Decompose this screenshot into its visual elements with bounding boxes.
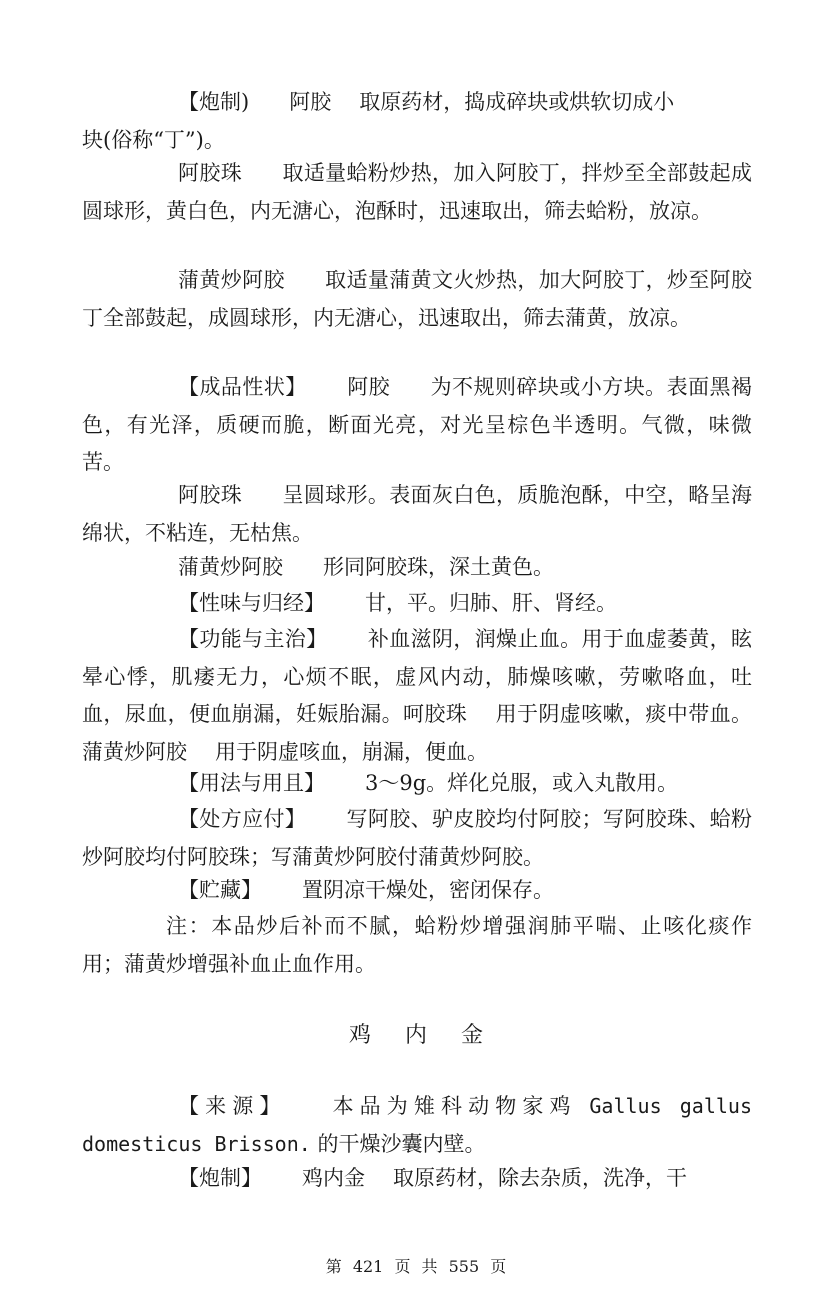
page-footer: 第 421 页 共 555 页 <box>325 1257 507 1276</box>
term-ejiaozhu: 阿胶珠 <box>178 161 243 185</box>
processing-paragraph <box>82 84 752 159</box>
taste-meridian-paragraph <box>82 585 752 623</box>
processing-text-2: 块(俗称“丁”)。 <box>82 127 225 152</box>
term-puhuang-traits: 蒲黄炒阿胶 <box>178 555 283 579</box>
source-heading: 【来源】 <box>178 1094 287 1118</box>
section-title: 鸡内金 <box>348 1023 517 1048</box>
processing-text-1: 取原药材，捣成碎块或烘软切成小 <box>359 90 675 114</box>
ejiaozhu-traits-paragraph <box>82 477 752 552</box>
term-ejiao-traits: 阿胶 <box>346 375 391 399</box>
source-paragraph <box>82 1088 752 1163</box>
function-indication-text-b: 用于阴虚咳嗽，痰中带血。蒲黄炒阿胶 <box>82 702 753 764</box>
note-label: 注： <box>166 914 212 938</box>
prescription-text: 写阿胶、驴皮胶均付阿胶；写阿胶珠、蛤粉炒阿胶均付阿胶珠；写蒲黄炒阿胶付蒲黄炒阿胶。 <box>82 807 753 869</box>
ejiaozhu-processing-paragraph <box>82 155 752 230</box>
product-traits-heading: 【成品性状】 <box>178 375 307 399</box>
term-ejiaozhu-traits: 阿胶珠 <box>178 483 243 507</box>
function-indication-paragraph <box>82 621 752 771</box>
usage-dosage-text: 3～9g。烊化兑服，或入丸散用。 <box>365 771 679 795</box>
puhuang-processing-text: 取适量蒲黄文火炒热，加大阿胶丁，炒至阿胶丁全部鼓起，成圆球形，内无溏心，迅速取出，筛去蒲黄，放凉。 <box>82 268 753 330</box>
jineijin-processing-text: 取原药材，除去杂质，洗净，干 <box>393 1166 687 1190</box>
processing-heading: 【炮制) <box>178 90 250 114</box>
source-text: 本品为雉科动物家鸡 <box>326 1094 577 1118</box>
ejiaozhu-processing-text: 取适量蛤粉炒热，加入阿胶丁，拌炒至全部鼓起成圆球形，黄白色，内无溏心，泡酥时，迅速取出，筛去蛤粉，放凉。 <box>82 161 753 223</box>
function-indication-text-a: 补血滋阴，润燥止血。用于血虚萎黄，眩晕心悸，肌痿无力，心烦不眠，虚风内动，肺燥咳嗽，劳嗽咯血，吐血，尿血，便血崩漏，妊娠胎漏。呵胶珠 <box>82 627 753 726</box>
prescription-paragraph <box>82 801 752 876</box>
function-indication-text-c: 用于阴虚咳血，崩漏，便血。 <box>215 739 488 764</box>
taste-meridian-heading: 【性味与归经】 <box>178 591 325 615</box>
storage-heading: 【贮藏】 <box>178 878 262 902</box>
storage-paragraph <box>82 872 752 910</box>
jineijin-processing-paragraph <box>82 1160 752 1198</box>
note-paragraph <box>82 908 752 983</box>
puhuang-traits-text: 形同阿胶珠，深土黄色。 <box>323 555 554 579</box>
taste-meridian-text: 甘，平。归肺、肝、肾经。 <box>365 591 617 615</box>
ejiaozhu-traits-text: 呈圆球形。表面灰白色，质脆泡酥，中空，略呈海绵状，不粘连，无枯焦。 <box>82 483 753 545</box>
usage-dosage-paragraph <box>82 765 752 803</box>
term-ejiao: 阿胶 <box>289 90 332 114</box>
product-traits-text: 为不规则碎块或小方块。表面黑褐色，有光泽，质硬而脆，断面光亮，对光呈棕色半透明。气微，味微苦。 <box>82 375 752 474</box>
term-puhuang-ejiao: 蒲黄炒阿胶 <box>178 268 285 292</box>
note-text: 本品炒后补而不腻，蛤粉炒增强润肺平喘、止咳化痰作用；蒲黄炒增强补血止血作用。 <box>82 914 753 976</box>
prescription-heading: 【处方应付】 <box>178 807 307 831</box>
term-jineijin: 鸡内金 <box>302 1166 365 1190</box>
puhuang-processing-paragraph <box>82 262 752 337</box>
product-traits-paragraph <box>82 369 752 482</box>
puhuang-traits-paragraph <box>82 549 752 587</box>
source-text-end: 的干燥沙囊内壁。 <box>317 1131 486 1156</box>
usage-dosage-heading: 【用法与用且】 <box>178 771 325 795</box>
source-latin-name: Gallus gallus domesticus Brisson. <box>82 1094 753 1156</box>
jineijin-processing-heading: 【炮制】 <box>178 1166 262 1190</box>
function-indication-heading: 【功能与主治】 <box>178 627 328 651</box>
storage-text: 置阴凉干燥处，密闭保存。 <box>302 878 554 902</box>
